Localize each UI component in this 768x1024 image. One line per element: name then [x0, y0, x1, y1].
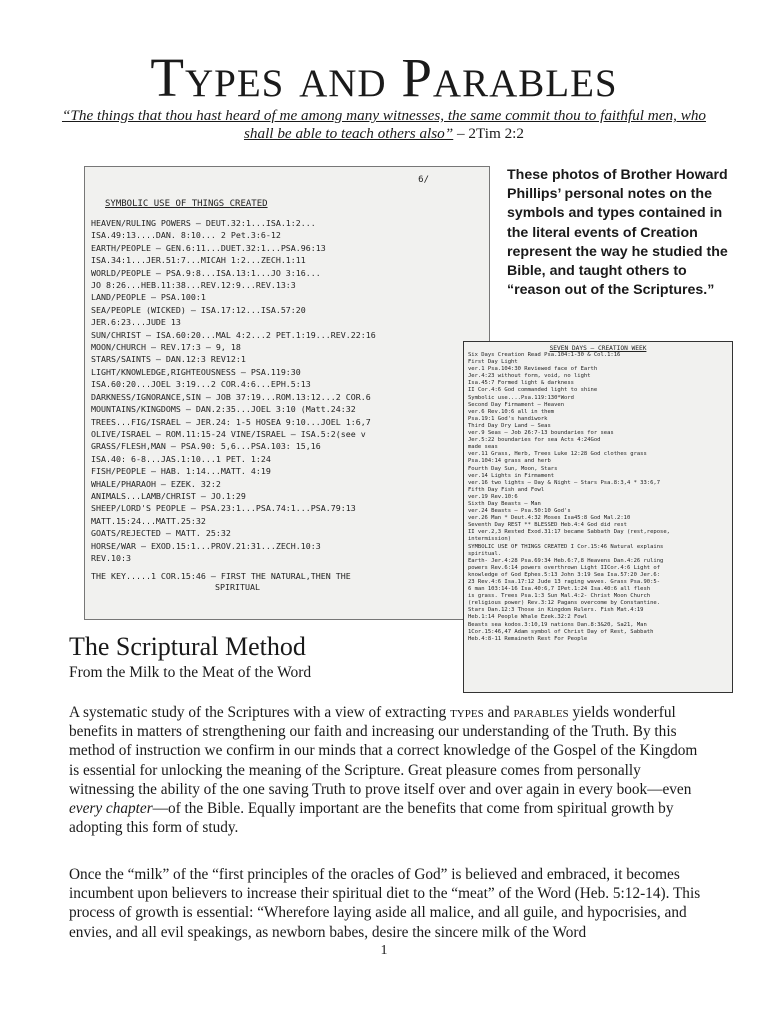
notes2-line: is grass. Trees Psa.1:3 Sun Mal.4:2- Christ Moon Church [468, 593, 651, 600]
notes2-line: SYMBOLIC USE OF THINGS CREATED I Cor.15:46 Natural explains [468, 543, 664, 550]
notes2-line: 1Cor.15:46,47 Adam symbol of Christ Day of Rest, Sabbath [468, 628, 654, 635]
notes-line: EARTH/PEOPLE – GEN.6:11...DUET.32:1...PSA.96:13 [91, 242, 326, 253]
notes2-line: Jer.5:22 boundaries for sea Acts 4:24God [468, 437, 601, 444]
notes2-line: ver.6 Rev.10:6 all in them [468, 408, 555, 415]
notes2-line: Beasts sea kodos.3:10,19 nations Dan.8:3&20, Sa21, Man [468, 621, 647, 628]
notes2-line: Symbolic use....Psa.119:130*Word [468, 394, 574, 401]
photo-caption: These photos of Brother Howard Phillips’ personal notes on the symbols and types contained in the literal events of Creation represent the way he studied the Bible, and taught others to “reason out of the Scriptures.” [507, 167, 728, 299]
notes-line: JO 8:26...HEB.11:38...REV.12:9...REV.13:3 [91, 280, 296, 291]
paragraph-1 [69, 703, 709, 837]
paragraph-1-text-b: yields wonderful benefits in matters of strengthening our faith and increasing our understanding of the Truth. By this method of instruction we confirm in our minds that a correct knowledge of the Gospel of the Kingdom is essential for unlocking the meaning of the Scripture. Great pleasure comes from personally witnessing the ability of the one saving Truth to prove itself over and over again in every book—even [69, 704, 698, 798]
notes-lines [85, 217, 489, 564]
notes2-line: spiritual. [468, 550, 502, 557]
notes-line: SEA/PEOPLE (WICKED) – ISA.17:12...ISA.57:20 [91, 304, 306, 315]
notes2-line: Isa.45:7 Formed light & darkness [468, 380, 574, 387]
notes-photo-symbolic-use [84, 166, 490, 620]
notes-photo-creation-week [463, 341, 733, 693]
notes2-line: Heb.1:14 People Whale Ezek.32:2 Fowl [468, 614, 588, 621]
paragraph-1-text-c: —of the Bible. Equally important are the benefits that come from spiritual growth by adopting this form of study. [69, 800, 674, 837]
notes-line: HORSE/WAR – EXOD.15:1...PROV.21:31...ZECH.10:3 [91, 540, 321, 551]
notes2-line: Third Day Dry Land – Seas [468, 422, 551, 429]
notes-line: TREES...FIG/ISRAEL – JER.24: 1-5 HOSEA 9:10...JOEL 1:6,7 [91, 416, 371, 427]
notes-line: FISH/PEOPLE – HAB. 1:14...MATT. 4:19 [91, 466, 271, 477]
notes2-line: powers Rev.6:14 powers overthrown Light IICor.4:6 Light of [468, 564, 661, 571]
notes-line: OLIVE/ISRAEL – ROM.11:15-24 VINE/ISRAEL – ISA.5:2(see v [91, 428, 366, 439]
notes-line: DARKNESS/IGNORANCE,SIN – JOB 37:19...ROM.13:12...2 COR.6 [91, 391, 371, 402]
section-heading: The Scriptural Method [69, 632, 306, 661]
notes-line: STARS/SAINTS – DAN.12:3 REV12:1 [91, 354, 246, 365]
notes2-line: (religious power) Rev.3:12 Pagans overcome by Constantine. [468, 600, 661, 607]
notes2-line: Heb.4:8-11 Remaineth Rest For People [468, 635, 588, 642]
notes2-line: ver.19 Rev.10:6 [468, 493, 518, 500]
notes-line: WORLD/PEOPLE – PSA.9:8...ISA.13:1...JO 3:16... [91, 267, 321, 278]
paragraph-1-text-a: A systematic study of the Scriptures with a view of extracting [69, 704, 451, 721]
notes2-line: ver.9 Seas – Job 26:7-13 boundaries for seas [468, 430, 614, 437]
notes2-line: ver.1 Psa.104:30 Reviewed face of Earth [468, 366, 598, 373]
paragraph-1-and: and [483, 704, 514, 721]
parables-term: parables [513, 704, 569, 721]
notes-page-number: 6/ [418, 175, 429, 185]
paragraph-2: Once the “milk” of the “first principles of the oracles of God” is believed and embraced, it becomes incumbent upon believers to increase their spiritual diet to the “meat” of the Word (Heb. 5:12-14). This process of growth is essential: “Wherefore laying aside all malice, and all guile, and hypocrisies, and envies, and all evil speakings, as newborn babes, desire the sincere milk of the Word [69, 866, 701, 941]
notes-line: MOON/CHURCH – REV.17:3 – 9, 18 [91, 342, 241, 353]
notes-line: MOUNTAINS/KINGDOMS – DAN.2:35...JOEL 3:10 (Matt.24:32 [91, 404, 356, 415]
notes-line: MATT.15:24...MATT.25:32 [91, 515, 206, 526]
page-title: Types and Parables [150, 47, 618, 108]
notes-heading: SYMBOLIC USE OF THINGS CREATED [105, 199, 268, 209]
notes2-line: Second Day Firmament – Heaven [468, 401, 565, 408]
notes-line: JER.6:23...JUDE 13 [91, 317, 181, 328]
paragraph-1-emphasis: every chapter [69, 800, 153, 818]
notes-line: HEAVEN/RULING POWERS – DEUT.32:1...ISA.1:2... [91, 218, 316, 228]
notes2-line: Seventh Day REST ** BLESSED Heb.4:4 God did rest [468, 522, 627, 529]
notes-line: ANIMALS...LAMB/CHRIST – JO.1:29 [91, 490, 246, 501]
notes-line: LIGHT/KNOWLEDGE,RIGHTEOUSNESS – PSA.119:30 [91, 366, 301, 377]
notes-line: REV.10:3 [91, 552, 131, 563]
notes2-line: Six Days Creation Read Psa.104:1-30 & Col.1:16 [468, 352, 621, 358]
notes2-line: ver.14 Lights in Firmament [468, 472, 555, 479]
notes-line: GRASS/FLESH,MAN – PSA.90: 5,6...PSA.103: 15,16 [91, 441, 321, 452]
notes2-line: made seas [468, 444, 498, 451]
notes2-line: 23 Rev.4:6 Isa.17:12 Jude 13 raging waves. Grass Psa.90:5- [468, 579, 661, 585]
notes-line: ISA.49:13....DAN. 8:10... 2 Pet.3:6-12 [91, 230, 281, 241]
epigraph [60, 107, 708, 143]
epigraph-reference: – 2Tim 2:2 [453, 125, 524, 142]
notes2-line: ver.16 two lights – Day & Night – Stars Psa.8:3,4 * 33:6,7 [468, 479, 661, 486]
notes2-line: Stars Dan.12:3 Those in Kingdom Rulers. Fish Mat.4:19 [468, 607, 644, 614]
notes2-line: ver.26 Man * Deut.4:32 Moses Isa45:8 God Mal.2:10 [468, 515, 631, 522]
notes-key-line: THE KEY.....1 COR.15:46 – FIRST THE NATURAL,THEN THE [91, 571, 351, 582]
notes2-line: II Cor.4:6 God commanded light to shine [468, 387, 598, 394]
notes2-line: First Day Light [468, 359, 518, 366]
notes2-line: 6 man 103:14-16 Isa.40:6,7 IPet.1:24 Isa.40:6 all flesh [468, 586, 651, 593]
notes2-line: Sixth Day Beasts – Man [468, 500, 541, 507]
notes2-line: Fifth Day Fish and Fowl [468, 486, 545, 493]
section-subheading: From the Milk to the Meat of the Word [69, 664, 312, 681]
notes2-line: Fourth Day Sun, Moon, Stars [468, 465, 558, 472]
notes2-line: II ver.2,3 Rested Exod.31:17 became Sabbath Day (rest,repose, [468, 529, 670, 536]
notes-line: WHALE/PHARAOH – EZEK. 32:2 [91, 478, 221, 489]
notes2-line: Jer.4:23 without form, void, no light [468, 373, 591, 380]
notes2-lines [464, 352, 732, 643]
notes2-line: ver.24 Beasts – Psa.50:10 God's [468, 508, 571, 515]
notes-line: ISA.34:1...JER.51:7...MICAH 1:2...ZECH.1:11 [91, 255, 306, 266]
notes-line: ISA.40: 6-8...JAS.1:10...1 PET. 1:24 [91, 453, 271, 464]
epigraph-quote: “The things that thou hast heard of me among many witnesses, the same commit thou to faithful men, who shall be able to teach others also” [61, 107, 707, 142]
notes-line: ISA.60:20...JOEL 3:19...2 COR.4:6...EPH.5:13 [91, 379, 311, 390]
notes-line: LAND/PEOPLE – PSA.100:1 [91, 292, 206, 303]
notes2-line: Psa.104:14 grass and herb [468, 458, 551, 465]
notes2-heading: SEVEN DAYS – CREATION WEEK [549, 345, 647, 352]
types-term: types [450, 704, 484, 721]
notes-key-line-2: SPIRITUAL [215, 582, 260, 593]
notes2-line: ver.11 Grass, Herb, Trees Luke 12:28 God clothes grass [468, 451, 647, 458]
notes2-line: intermission) [468, 536, 512, 543]
notes-line: GOATS/REJECTED – MATT. 25:32 [91, 528, 231, 539]
notes2-line: Psa.19:1 God's handiwork [468, 415, 548, 422]
page-number: 1 [380, 943, 388, 958]
notes-line: SHEEP/LORD'S PEOPLE – PSA.23:1...PSA.74:1...PSA.79:13 [91, 503, 356, 514]
notes-line: SUN/CHRIST – ISA.60:20...MAL 4:2...2 PET.1:19...REV.22:16 [91, 329, 376, 340]
notes2-line: knowledge of God Ephes.5:13 John 3:19 Sea Isa.57:20 Jer.6: [468, 571, 661, 578]
notes2-line: Earth- Jer.4:28 Psa.69:34 Heb.6:7,8 Heavens Dan.4:26 ruling [468, 557, 664, 564]
